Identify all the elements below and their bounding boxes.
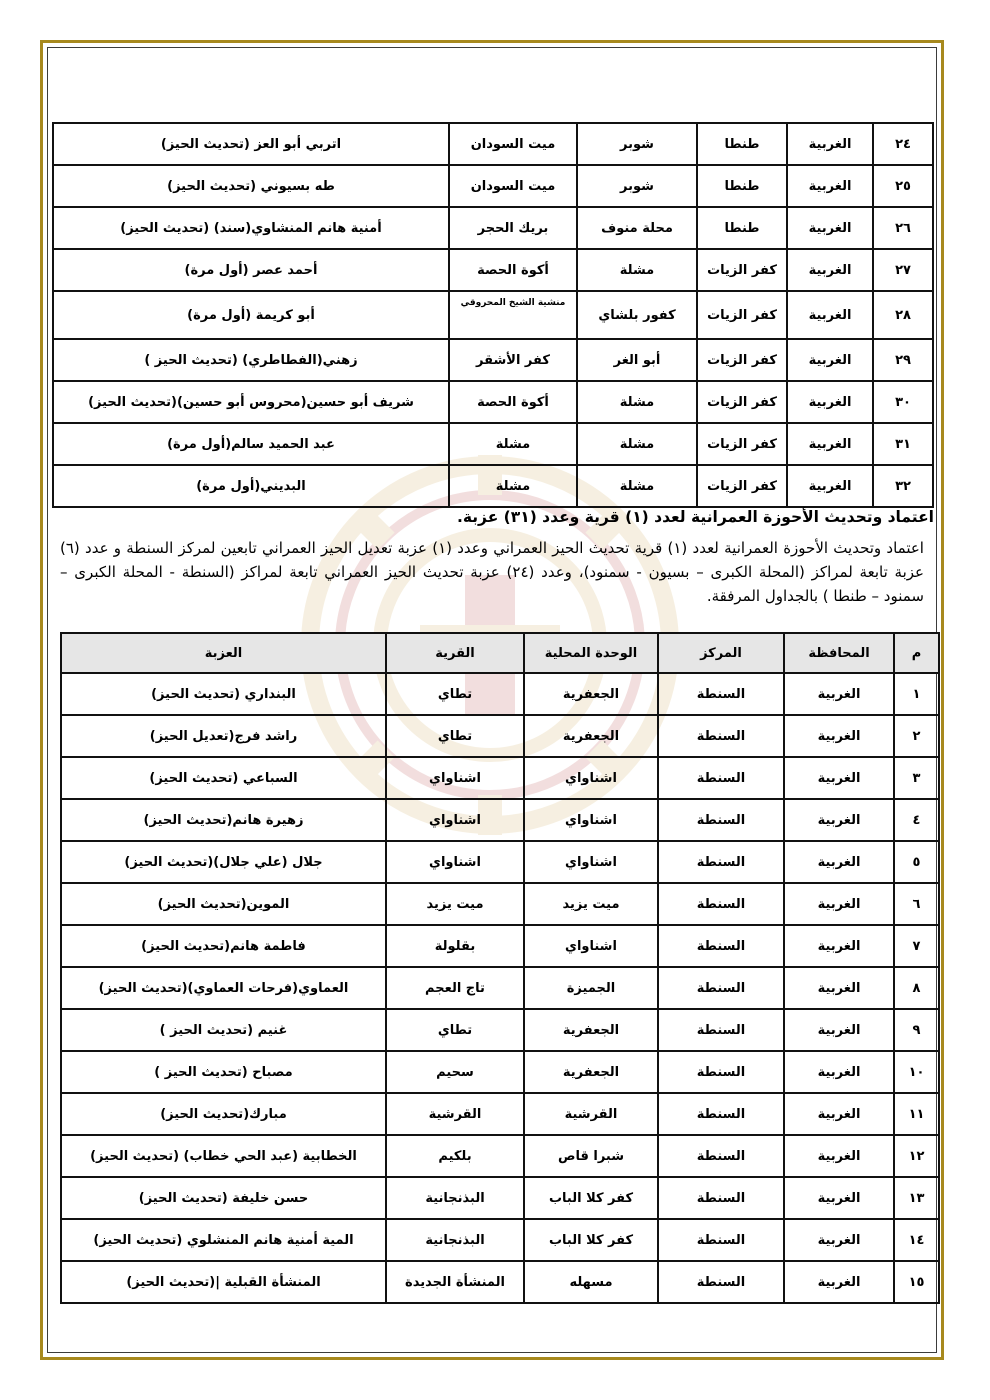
cell-center: كفر الزيات <box>697 339 787 381</box>
cell-governorate: الغربية <box>787 423 873 465</box>
table1-row <box>53 207 933 249</box>
cell-governorate: الغربية <box>787 249 873 291</box>
cell-center: السنطة <box>658 1051 784 1093</box>
cell-no: ٤ <box>894 799 939 841</box>
cell-center: السنطة <box>658 799 784 841</box>
cell-village: تطاي <box>386 715 524 757</box>
cell-local-unit: كفور بلشاي <box>577 291 697 339</box>
cell-local-unit: القرشية <box>524 1093 658 1135</box>
cell-ezba: زهيرة هانم(تحديث الحيز) <box>61 799 386 841</box>
cell-center: كفر الزيات <box>697 423 787 465</box>
cell-governorate: الغربية <box>784 1093 894 1135</box>
cell-governorate: الغربية <box>784 1009 894 1051</box>
table1-row <box>53 465 933 507</box>
table2-row <box>61 673 939 715</box>
cell-village: تطاي <box>386 1009 524 1051</box>
table2-row <box>61 841 939 883</box>
cell-no: ٢٩ <box>873 339 933 381</box>
cell-governorate: الغربية <box>787 207 873 249</box>
cell-ezba: شريف أبو حسين(محروس أبو حسين)(تحديث الحيز) <box>53 381 449 423</box>
cell-ezba: أمنية هانم المنشاوي(سند) (تحديث الحيز) <box>53 207 449 249</box>
cell-governorate: الغربية <box>784 967 894 1009</box>
cell-ezba: البنداري (تحديث الحيز) <box>61 673 386 715</box>
cell-governorate: الغربية <box>784 841 894 883</box>
cell-center: السنطة <box>658 1177 784 1219</box>
cell-governorate: الغربية <box>784 757 894 799</box>
cell-local-unit: اشناواي <box>524 841 658 883</box>
cell-local-unit: شوبر <box>577 123 697 165</box>
table-header-row <box>61 633 939 673</box>
cell-governorate: الغربية <box>787 465 873 507</box>
cell-governorate: الغربية <box>787 291 873 339</box>
table2-row <box>61 1219 939 1261</box>
table1-row <box>53 339 933 381</box>
cell-village: تطاي <box>386 673 524 715</box>
cell-ezba: راشد فرج(تعديل الحيز) <box>61 715 386 757</box>
cell-local-unit: ميت يزيد <box>524 883 658 925</box>
cell-local-unit: الجعفرية <box>524 1009 658 1051</box>
cell-ezba: المنشأة القبلية |(تحديث الحيز) <box>61 1261 386 1303</box>
header-ezba: العزبة <box>61 633 386 673</box>
cell-governorate: الغربية <box>784 673 894 715</box>
cell-local-unit: الجعفرية <box>524 673 658 715</box>
cell-center: السنطة <box>658 757 784 799</box>
cell-ezba: مصباح (تحديث الحيز ) <box>61 1051 386 1093</box>
cell-center: السنطة <box>658 967 784 1009</box>
cell-local-unit: مشلة <box>577 381 697 423</box>
cell-village: تاج العجم <box>386 967 524 1009</box>
cell-no: ١٤ <box>894 1219 939 1261</box>
cell-village: مشلة <box>449 465 577 507</box>
cell-village: اشناواي <box>386 757 524 799</box>
cell-no: ١٣ <box>894 1177 939 1219</box>
cell-ezba: أبو كريمة (أول مرة) <box>53 291 449 339</box>
cell-village: البذنجانية <box>386 1177 524 1219</box>
cell-local-unit: كفر كلا الباب <box>524 1219 658 1261</box>
cell-no: ٢ <box>894 715 939 757</box>
cell-local-unit: الجميزة <box>524 967 658 1009</box>
header-center: المركز <box>658 633 784 673</box>
table1-row <box>53 165 933 207</box>
header-governorate: المحافظة <box>784 633 894 673</box>
cell-local-unit: شبرا قاص <box>524 1135 658 1177</box>
table1-row <box>53 123 933 165</box>
cell-no: ١٢ <box>894 1135 939 1177</box>
cell-village: أكوة الحصة <box>449 249 577 291</box>
cell-governorate: الغربية <box>787 165 873 207</box>
table2-row <box>61 1093 939 1135</box>
cell-no: ١ <box>894 673 939 715</box>
cell-ezba: زهني(الفطاطري) (تحديث الحيز ) <box>53 339 449 381</box>
cell-village: ميت السودان <box>449 123 577 165</box>
cell-no: ٢٨ <box>873 291 933 339</box>
cell-village: القرشية <box>386 1093 524 1135</box>
cell-village: بريك الحجر <box>449 207 577 249</box>
cell-no: ٢٦ <box>873 207 933 249</box>
cell-ezba: البديني(أول مرة) <box>53 465 449 507</box>
table-continued <box>52 122 934 508</box>
cell-ezba: طه بسيوني (تحديث الحيز) <box>53 165 449 207</box>
table2-row <box>61 1177 939 1219</box>
cell-center: السنطة <box>658 883 784 925</box>
table2-row <box>61 883 939 925</box>
cell-no: ٧ <box>894 925 939 967</box>
table2-row <box>61 967 939 1009</box>
cell-governorate: الغربية <box>784 1051 894 1093</box>
cell-no: ١٠ <box>894 1051 939 1093</box>
cell-ezba: السباعي (تحديث الحيز) <box>61 757 386 799</box>
cell-ezba: الموين(تحديث الحيز) <box>61 883 386 925</box>
cell-local-unit: شوبر <box>577 165 697 207</box>
section-paragraph: اعتماد وتحديث الأحوزة العمرانية لعدد (١) قرية تحديث الحيز العمراني وعدد (١) عزبة تعديل الحيز العمراني تابعين لمركز السنطة و عدد (٦) عزبة تابعة لمراكز (المحلة الكبرى – بسيون - سمنود)، وعدد (٢٤) عزبة تحديث الحيز العمراني تابعة لمراكز (السنطة - المحلة الكبرى – سمنود – طنطا ) بالجداول المرفقة. <box>60 539 924 605</box>
cell-ezba: اتربي أبو العز (تحديث الحيز) <box>53 123 449 165</box>
cell-village: منشية الشيخ المحروقي <box>449 291 577 339</box>
cell-local-unit: أبو الغر <box>577 339 697 381</box>
cell-no: ٦ <box>894 883 939 925</box>
table1-row <box>53 249 933 291</box>
header-village: القرية <box>386 633 524 673</box>
cell-governorate: الغربية <box>787 381 873 423</box>
cell-no: ١١ <box>894 1093 939 1135</box>
cell-governorate: الغربية <box>784 883 894 925</box>
cell-governorate: الغربية <box>784 925 894 967</box>
cell-no: ٥ <box>894 841 939 883</box>
cell-village: أكوة الحصة <box>449 381 577 423</box>
cell-local-unit: الجعفرية <box>524 715 658 757</box>
cell-no: ٢٥ <box>873 165 933 207</box>
cell-no: ٣ <box>894 757 939 799</box>
cell-center: كفر الزيات <box>697 381 787 423</box>
cell-governorate: الغربية <box>784 715 894 757</box>
cell-ezba: مبارك(تحديث الحيز) <box>61 1093 386 1135</box>
cell-governorate: الغربية <box>784 799 894 841</box>
section-heading: اعتماد وتحديث الأحوزة العمرانية لعدد (١) قرية وعدد (٣١) عزبة. <box>456 508 934 526</box>
cell-center: كفر الزيات <box>697 291 787 339</box>
cell-village: اشناواي <box>386 799 524 841</box>
cell-governorate: الغربية <box>784 1177 894 1219</box>
cell-village: بلكيم <box>386 1135 524 1177</box>
ezba-table <box>60 632 940 1304</box>
table1-row <box>53 381 933 423</box>
cell-no: ٣٢ <box>873 465 933 507</box>
cell-ezba: جلال (علي جلال)(تحديث الحيز) <box>61 841 386 883</box>
table2-row <box>61 1261 939 1303</box>
cell-ezba: أحمد عصر (أول مرة) <box>53 249 449 291</box>
cell-village: المنشأة الجديدة <box>386 1261 524 1303</box>
cell-center: السنطة <box>658 673 784 715</box>
cell-village: ميت يزيد <box>386 883 524 925</box>
table2-row <box>61 1009 939 1051</box>
cell-local-unit: اشناواي <box>524 757 658 799</box>
cell-ezba: حسن خليفة (تحديث الحيز) <box>61 1177 386 1219</box>
cell-center: السنطة <box>658 1135 784 1177</box>
cell-ezba: المية أمنية هانم المنشلوي (تحديث الحيز) <box>61 1219 386 1261</box>
cell-no: ٣٠ <box>873 381 933 423</box>
table1-row <box>53 291 933 339</box>
cell-village: سحيم <box>386 1051 524 1093</box>
ezba-table-body <box>61 673 939 1303</box>
cell-local-unit: مسهله <box>524 1261 658 1303</box>
cell-local-unit: مشلة <box>577 423 697 465</box>
cell-no: ٨ <box>894 967 939 1009</box>
cell-governorate: الغربية <box>784 1219 894 1261</box>
cell-center: السنطة <box>658 925 784 967</box>
cell-center: طنطا <box>697 123 787 165</box>
cell-no: ١٥ <box>894 1261 939 1303</box>
cell-no: ٩ <box>894 1009 939 1051</box>
cell-village: مشلة <box>449 423 577 465</box>
cell-center: السنطة <box>658 1009 784 1051</box>
table2-row <box>61 757 939 799</box>
cell-local-unit: محلة منوف <box>577 207 697 249</box>
table2-row <box>61 1051 939 1093</box>
cell-village: اشناواي <box>386 841 524 883</box>
cell-village: ميت السودان <box>449 165 577 207</box>
table2-row <box>61 1135 939 1177</box>
header-no: م <box>894 633 939 673</box>
cell-local-unit: مشلة <box>577 249 697 291</box>
cell-ezba: الخطابية (عبد الحي خطاب) (تحديث الحيز) <box>61 1135 386 1177</box>
table2-row <box>61 925 939 967</box>
cell-center: كفر الزيات <box>697 465 787 507</box>
cell-village: البذنجانية <box>386 1219 524 1261</box>
cell-no: ٢٧ <box>873 249 933 291</box>
cell-local-unit: الجعفرية <box>524 1051 658 1093</box>
cell-ezba: العماوي(فرحات العماوي)(تحديث الحيز) <box>61 967 386 1009</box>
cell-center: السنطة <box>658 1093 784 1135</box>
cell-ezba: غنيم (تحديث الحيز ) <box>61 1009 386 1051</box>
cell-governorate: الغربية <box>784 1135 894 1177</box>
table2-row <box>61 715 939 757</box>
ezba-table-header <box>61 633 939 673</box>
cell-local-unit: مشلة <box>577 465 697 507</box>
cell-governorate: الغربية <box>787 123 873 165</box>
table1-row <box>53 423 933 465</box>
cell-governorate: الغربية <box>784 1261 894 1303</box>
table2-row <box>61 799 939 841</box>
cell-local-unit: اشناواي <box>524 799 658 841</box>
cell-local-unit: كفر كلا الباب <box>524 1177 658 1219</box>
cell-ezba: فاطمة هانم(تحديث الحيز) <box>61 925 386 967</box>
cell-center: السنطة <box>658 715 784 757</box>
cell-local-unit: اشناواي <box>524 925 658 967</box>
cell-village: كفر الأشقر <box>449 339 577 381</box>
table-continued-body <box>53 123 933 507</box>
header-local-unit: الوحدة المحلية <box>524 633 658 673</box>
cell-no: ٢٤ <box>873 123 933 165</box>
cell-center: السنطة <box>658 841 784 883</box>
cell-center: السنطة <box>658 1261 784 1303</box>
cell-no: ٣١ <box>873 423 933 465</box>
cell-governorate: الغربية <box>787 339 873 381</box>
cell-center: طنطا <box>697 165 787 207</box>
cell-center: السنطة <box>658 1219 784 1261</box>
cell-ezba: عبد الحميد سالم(أول مرة) <box>53 423 449 465</box>
cell-center: طنطا <box>697 207 787 249</box>
cell-center: كفر الزيات <box>697 249 787 291</box>
cell-village: بقلولة <box>386 925 524 967</box>
